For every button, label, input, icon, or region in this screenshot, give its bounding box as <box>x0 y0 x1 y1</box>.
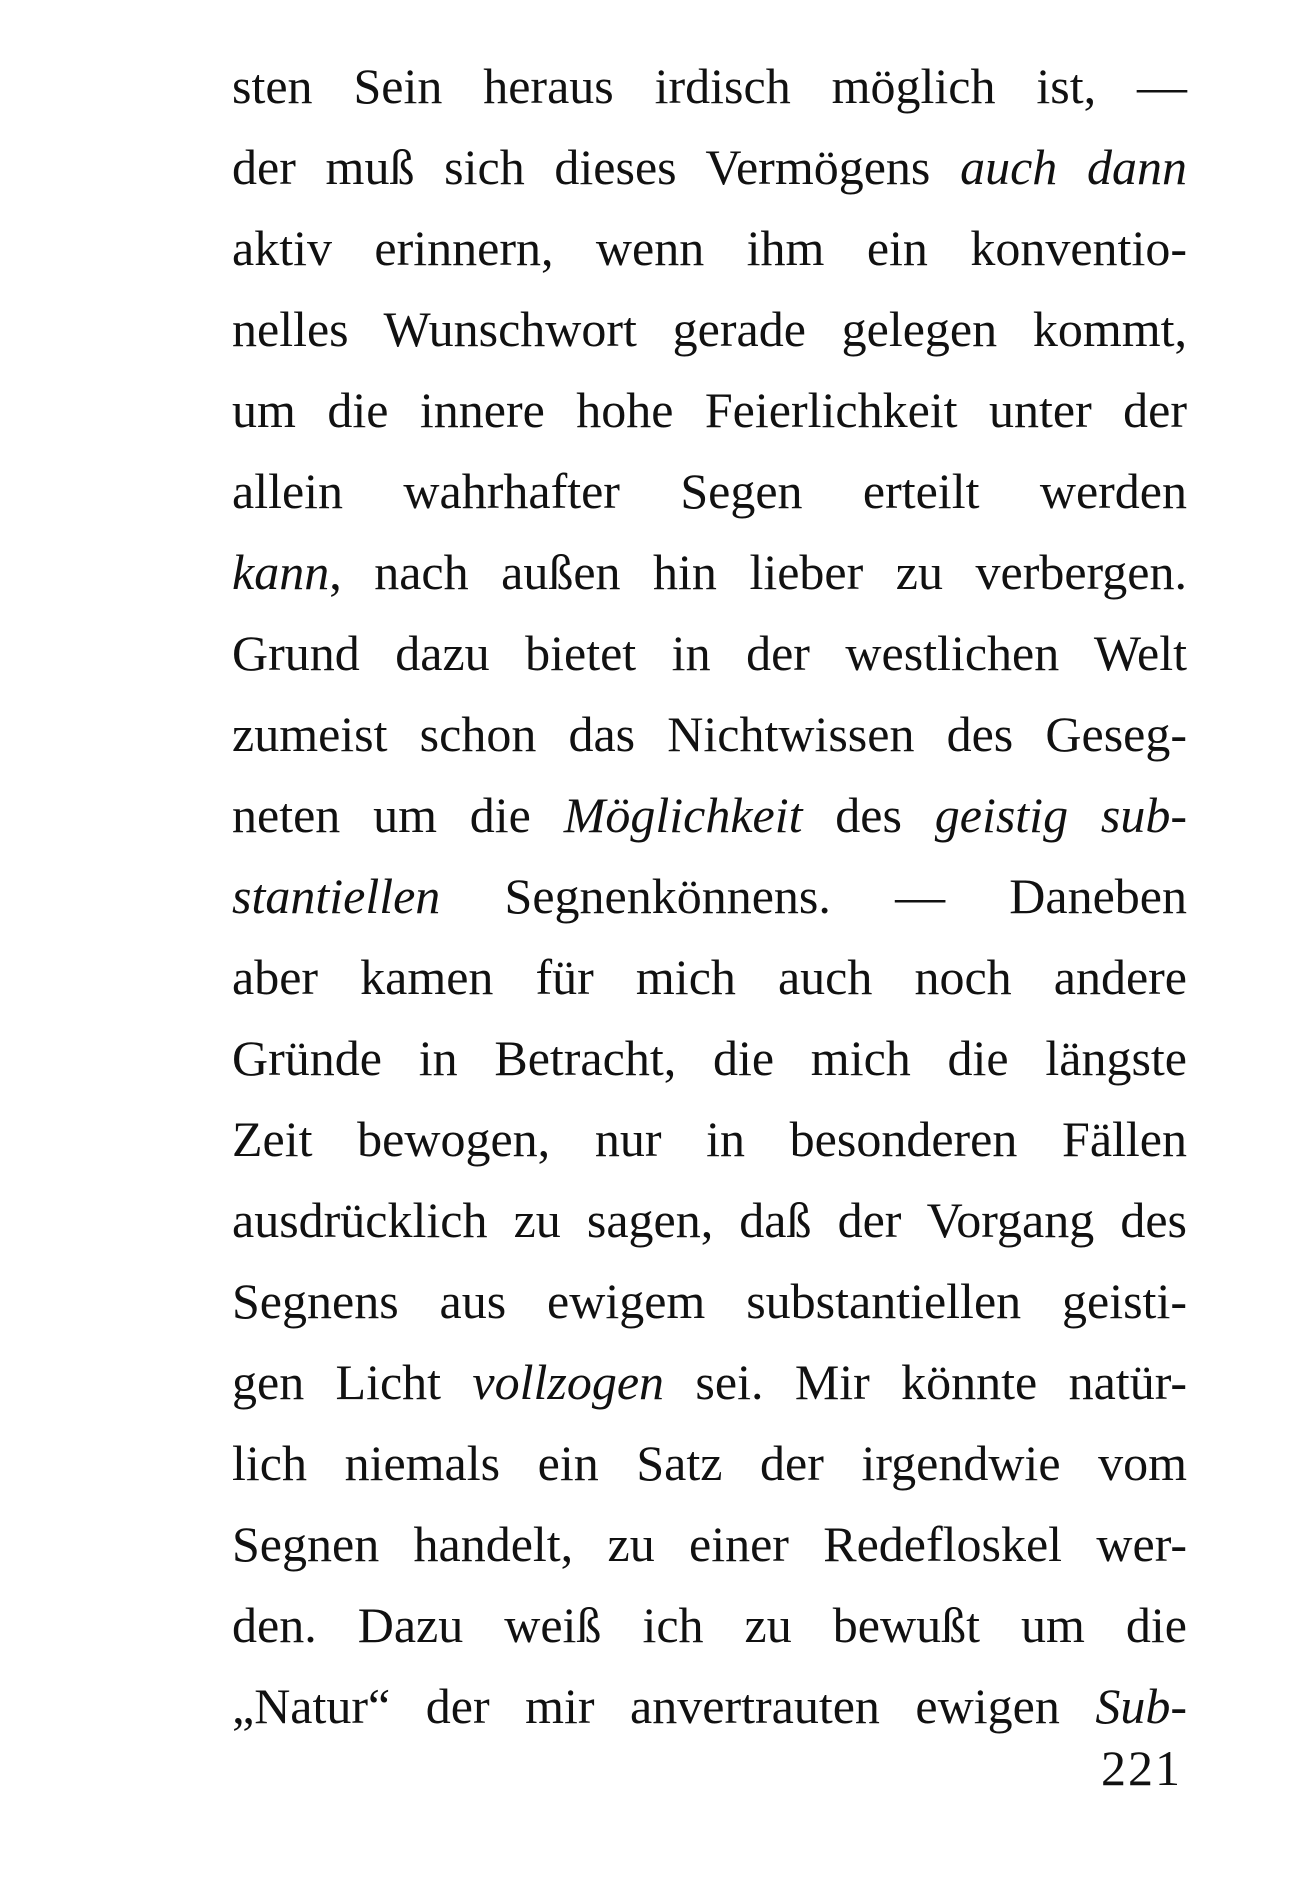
italic-text: Sub- <box>1095 1678 1187 1734</box>
text-segment: „Natur“ der mir anvertrauten ewigen <box>232 1678 1096 1734</box>
text-line <box>232 694 1187 775</box>
text-line <box>232 856 1187 937</box>
text-line <box>232 1099 1187 1180</box>
text-line <box>232 1261 1187 1342</box>
text-segment: neten um die <box>232 787 564 843</box>
text-segment: sei. Mir könnte natür- <box>664 1354 1187 1410</box>
text-line <box>232 1585 1187 1666</box>
text-segment: Gründe in Betracht, die mich die längste <box>232 1030 1187 1086</box>
text-line <box>232 289 1187 370</box>
text-line <box>232 775 1187 856</box>
text-line <box>232 1342 1187 1423</box>
text-segment: sten Sein heraus irdisch möglich ist, — <box>232 58 1187 114</box>
text-segment: , nach außen hin lieber zu verbergen. <box>329 544 1187 600</box>
text-segment: des <box>802 787 935 843</box>
text-segment: den. Dazu weiß ich zu bewußt um die <box>232 1597 1187 1653</box>
text-segment: ausdrücklich zu sagen, daß der Vorgang des <box>232 1192 1187 1248</box>
text-segment: Segnenkönnens. — Daneben <box>440 868 1187 924</box>
text-line <box>232 1504 1187 1585</box>
text-line <box>232 532 1187 613</box>
text-segment: Grund dazu bietet in der westlichen Welt <box>232 625 1187 681</box>
body-text <box>232 46 1187 1747</box>
text-line <box>232 208 1187 289</box>
text-line <box>232 937 1187 1018</box>
text-segment: der muß sich dieses Vermögens <box>232 139 961 195</box>
text-segment: aber kamen für mich auch noch andere <box>232 949 1187 1005</box>
text-segment: aktiv erinnern, wenn ihm ein konventio- <box>232 220 1187 276</box>
text-segment: lich niemals ein Satz der irgendwie vom <box>232 1435 1187 1491</box>
text-segment: um die innere hohe Feierlichkeit unter der <box>232 382 1187 438</box>
italic-text: kann <box>232 544 330 600</box>
text-line <box>232 1018 1187 1099</box>
text-segment: nelles Wunschwort gerade gelegen kommt, <box>232 301 1187 357</box>
text-segment: Segnens aus ewigem substantiellen geisti- <box>232 1273 1187 1329</box>
text-segment: Segnen handelt, zu einer Redefloskel wer- <box>232 1516 1187 1572</box>
italic-text: vollzogen <box>472 1354 665 1410</box>
italic-text: auch dann <box>960 139 1187 195</box>
italic-text: Möglichkeit <box>563 787 803 843</box>
page-number: 221 <box>1101 1740 1182 1796</box>
text-line <box>232 451 1187 532</box>
text-segment: gen Licht <box>232 1354 473 1410</box>
text-line <box>232 1180 1187 1261</box>
text-segment: Zeit bewogen, nur in besonderen Fällen <box>232 1111 1187 1167</box>
text-segment: allein wahrhafter Segen erteilt werden <box>232 463 1187 519</box>
text-line <box>232 1666 1187 1747</box>
italic-text: stantiellen <box>232 868 441 924</box>
text-line <box>232 613 1187 694</box>
text-line <box>232 46 1187 127</box>
text-line <box>232 127 1187 208</box>
text-line <box>232 1423 1187 1504</box>
text-line <box>232 370 1187 451</box>
text-segment: zumeist schon das Nichtwissen des Geseg- <box>232 706 1187 762</box>
italic-text: geistig sub- <box>934 787 1187 843</box>
